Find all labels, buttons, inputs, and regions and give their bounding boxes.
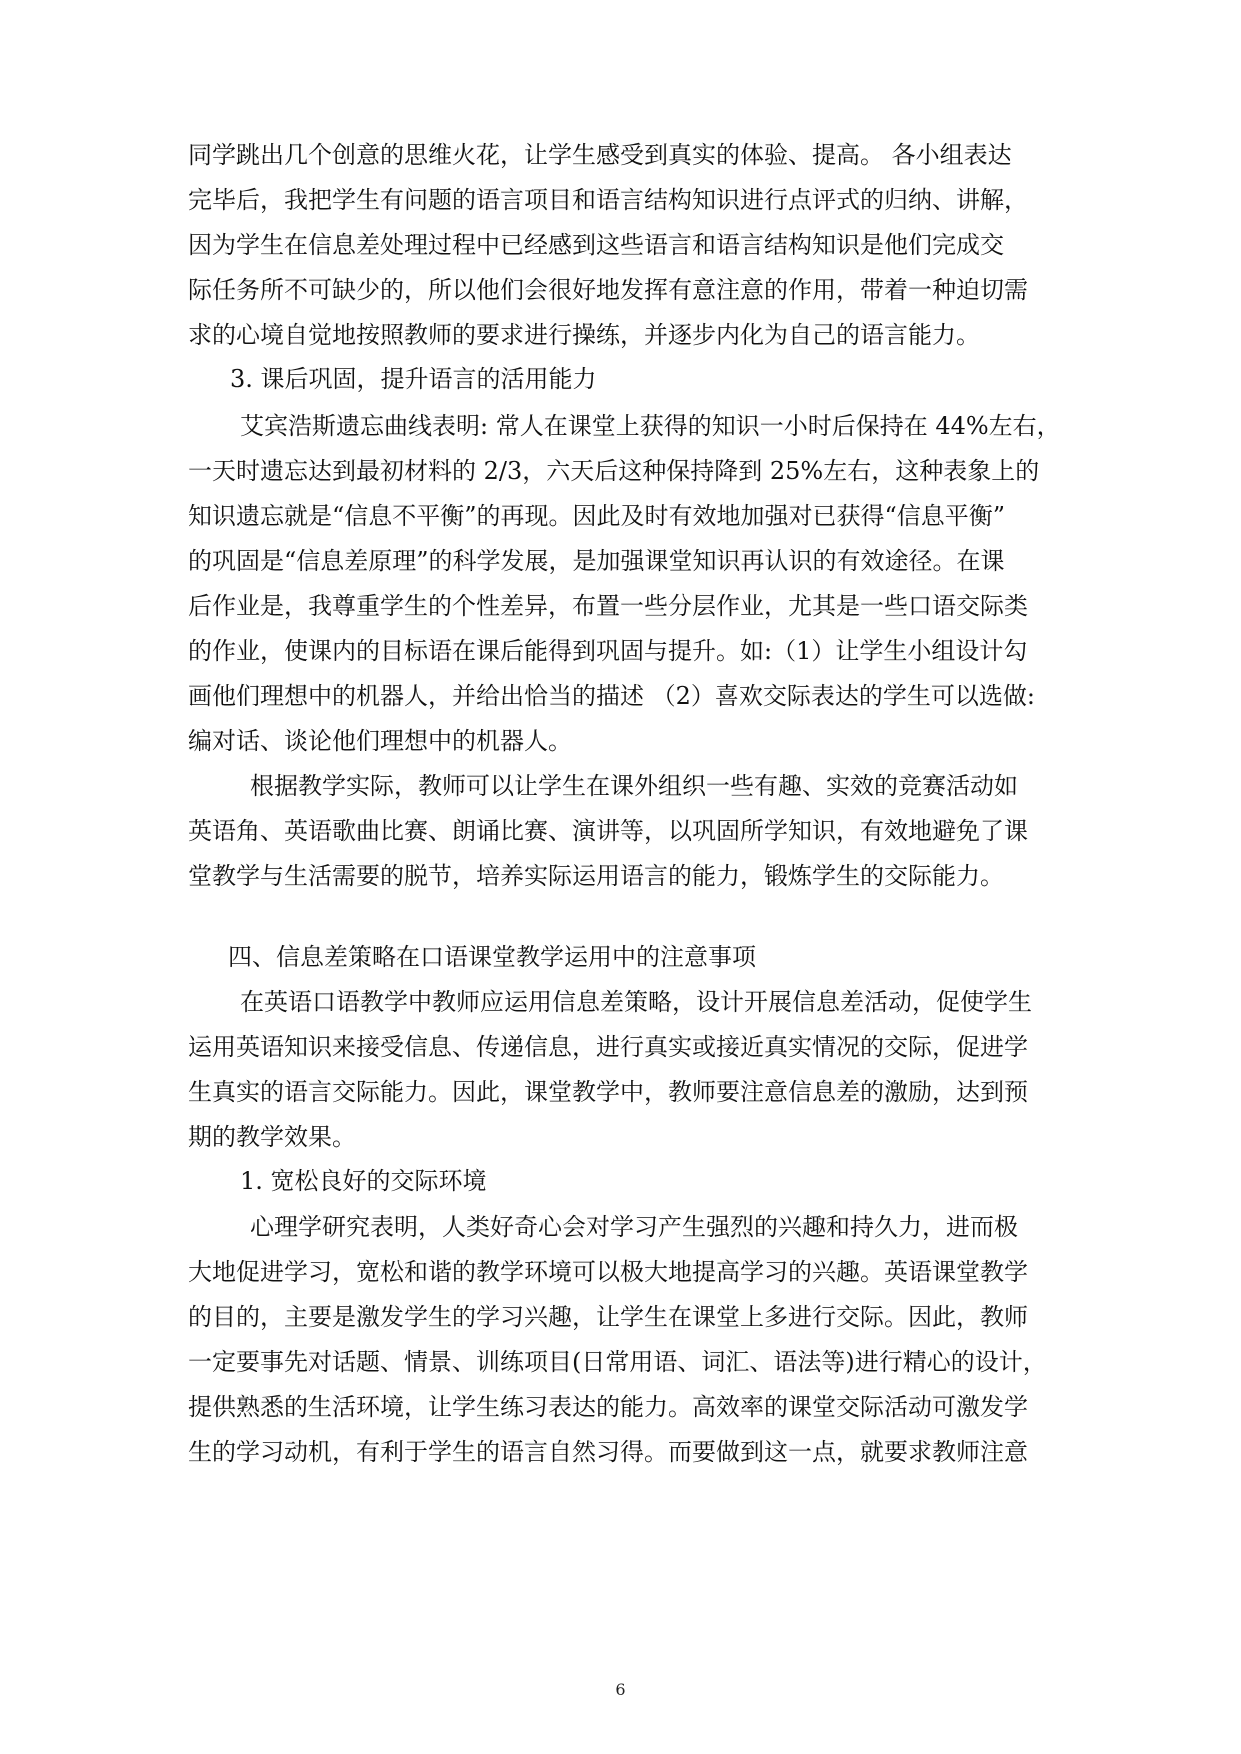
body-text-line: 后作业是，我尊重学生的个性差异，布置一些分层作业，尤其是一些口语交际类: [188, 592, 1028, 620]
subheading-3: 3. 课后巩固，提升语言的活用能力: [230, 365, 597, 393]
body-text-line: 提供熟悉的生活环境，让学生练习表达的能力。高效率的课堂交际活动可激发学: [188, 1393, 1028, 1421]
body-text-line: 心理学研究表明，人类好奇心会对学习产生强烈的兴趣和持久力，进而极: [250, 1213, 1018, 1241]
body-text-line: 的作业，使课内的目标语在课后能得到巩固与提升。如:（1）让学生小组设计勾: [188, 637, 1028, 665]
body-text-line: 一定要事先对话题、情景、训练项目(日常用语、词汇、语法等)进行精心的设计，: [188, 1348, 1047, 1376]
body-text-line: 期的教学效果。: [188, 1123, 356, 1151]
body-text-line: 根据教学实际，教师可以让学生在课外组织一些有趣、实效的竞赛活动如: [250, 772, 1018, 800]
section-heading-4: 四、信息差策略在口语课堂教学运用中的注意事项: [228, 943, 756, 971]
body-text-line: 运用英语知识来接受信息、传递信息，进行真实或接近真实情况的交际，促进学: [188, 1033, 1028, 1061]
body-text-line: 求的心境自觉地按照教师的要求进行操练，并逐步内化为自己的语言能力。: [188, 321, 980, 349]
body-text-line: 的巩固是“信息差原理”的科学发展，是加强课堂知识再认识的有效途径。在课: [188, 547, 1005, 575]
body-text-line: 的目的，主要是激发学生的学习兴趣，让学生在课堂上多进行交际。因此，教师: [188, 1303, 1028, 1331]
body-text-line: 知识遗忘就是“信息不平衡”的再现。因此及时有效地加强对已获得“信息平衡”: [188, 502, 1006, 530]
body-text-line: 编对话、谈论他们理想中的机器人。: [188, 727, 572, 755]
body-text-line: 际任务所不可缺少的，所以他们会很好地发挥有意注意的作用，带着一种迫切需: [188, 276, 1028, 304]
body-text-line: 堂教学与生活需要的脱节，培养实际运用语言的能力，锻炼学生的交际能力。: [188, 862, 1004, 890]
body-text-line: 同学跳出几个创意的思维火花，让学生感受到真实的体验、提高。 各小组表达: [188, 141, 1012, 169]
body-text-line: 生真实的语言交际能力。因此，课堂教学中，教师要注意信息差的激励，达到预: [188, 1078, 1028, 1106]
page-number: 6: [615, 1680, 626, 1699]
body-text-line: 画他们理想中的机器人，并给出恰当的描述 （2）喜欢交际表达的学生可以选做:: [188, 682, 1035, 710]
subheading-1: 1. 宽松良好的交际环境: [240, 1167, 487, 1195]
body-text-line: 在英语口语教学中教师应运用信息差策略，设计开展信息差活动，促使学生: [240, 988, 1032, 1016]
body-text-line: 完毕后，我把学生有问题的语言项目和语言结构知识进行点评式的归纳、讲解，: [188, 186, 1028, 214]
body-text-line: 艾宾浩斯遗忘曲线表明: 常人在课堂上获得的知识一小时后保持在 44%左右，: [240, 412, 1061, 440]
body-text-line: 一天时遗忘达到最初材料的 2/3，六天后这种保持降到 25%左右，这种表象上的: [188, 457, 1040, 485]
body-text-line: 英语角、英语歌曲比赛、朗诵比赛、演讲等，以巩固所学知识，有效地避免了课: [188, 817, 1028, 845]
body-text-line: 大地促进学习，宽松和谐的教学环境可以极大地提高学习的兴趣。英语课堂教学: [188, 1258, 1028, 1286]
body-text-line: 生的学习动机，有利于学生的语言自然习得。而要做到这一点，就要求教师注意: [188, 1438, 1028, 1466]
body-text-line: 因为学生在信息差处理过程中已经感到这些语言和语言结构知识是他们完成交: [188, 231, 1004, 259]
